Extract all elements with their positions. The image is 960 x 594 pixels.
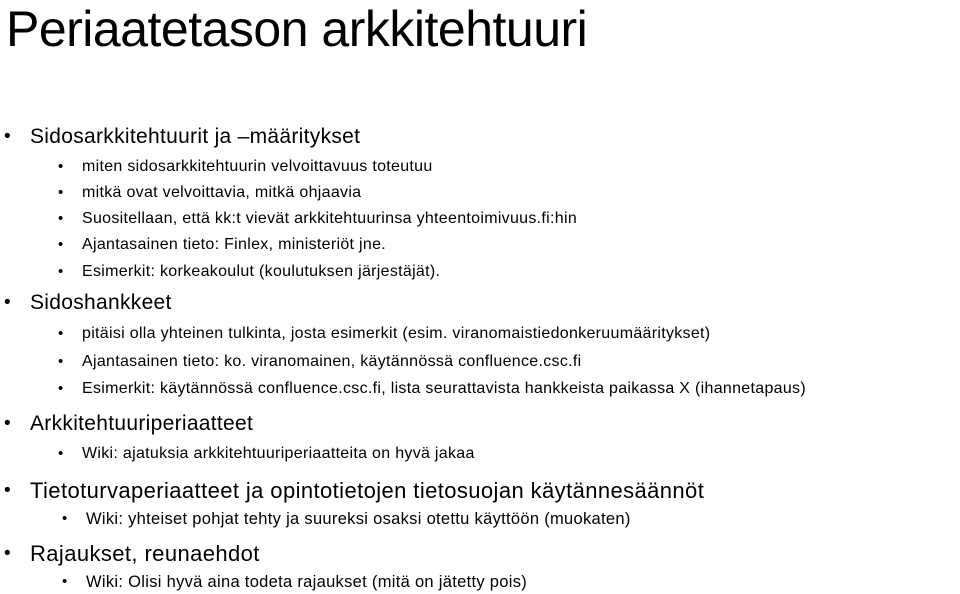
list-item [58, 234, 387, 256]
section-heading-sidosarkkitehtuurit [4, 124, 361, 150]
bullet-icon: • [58, 380, 64, 397]
bullet-icon: • [58, 210, 64, 227]
list-item [58, 208, 578, 230]
list-item [58, 443, 475, 465]
bullet-icon: • [58, 236, 64, 253]
list-item-text: Esimerkit: käytännössä confluence.csc.fi, lista seurattavista hankkeista paikassa X (ihannetapaus) [82, 380, 806, 397]
list-item-text: Wiki: ajatuksia arkkitehtuuriperiaatteita on hyvä jakaa [82, 445, 475, 462]
list-item-text: Ajantasainen tieto: Finlex, ministeriöt jne. [82, 236, 387, 253]
list-item [58, 351, 582, 373]
bullet-icon: • [58, 184, 64, 201]
section-heading-tietoturvaperiaatteet [4, 477, 705, 505]
list-item-text: miten sidosarkkitehtuurin velvoittavuus toteutuu [82, 158, 433, 175]
bullet-icon: • [58, 353, 64, 370]
section-heading-text: Tietoturvaperiaatteet ja opintotietojen tietosuojan käytännesäännöt [30, 478, 705, 503]
list-item [58, 182, 362, 204]
list-item-text: Esimerkit: korkeakoulut (koulutuksen järjestäjät). [82, 263, 441, 280]
section-heading-text: Arkkitehtuuriperiaatteet [30, 412, 254, 435]
bullet-icon: • [58, 158, 64, 175]
list-item [58, 378, 806, 400]
list-item-text: Wiki: yhteiset pohjat tehty ja suureksi osaksi otettu käyttöön (muokaten) [86, 510, 631, 528]
section-heading-text: Rajaukset, reunaehdot [30, 541, 260, 566]
bullet-icon: • [4, 543, 12, 564]
list-item-text: Ajantasainen tieto: ko. viranomainen, käytännössä confluence.csc.fi [82, 353, 582, 370]
bullet-icon: • [58, 325, 64, 342]
bullet-icon: • [4, 126, 11, 147]
list-item [62, 571, 528, 593]
list-item-text: Wiki: Olisi hyvä aina todeta rajaukset (mitä on jätetty pois) [86, 573, 528, 591]
bullet-icon: • [58, 445, 64, 462]
section-heading-sidoshankkeet [4, 290, 172, 316]
section-heading-arkkitehtuuriperiaatteet [4, 411, 254, 437]
bullet-icon: • [62, 573, 68, 590]
bullet-icon: • [4, 480, 12, 501]
list-item [58, 261, 441, 283]
list-item-text: Suositellaan, että kk:t vievät arkkitehtuurinsa yhteentoimivuus.fi:hin [82, 210, 578, 227]
list-item [58, 156, 433, 178]
section-heading-rajaukset [4, 540, 260, 568]
list-item-text: mitkä ovat velvoittavia, mitkä ohjaavia [82, 184, 362, 201]
bullet-icon: • [4, 413, 11, 434]
bullet-icon: • [58, 263, 64, 280]
bullet-icon: • [4, 292, 11, 313]
section-heading-text: Sidoshankkeet [30, 291, 172, 314]
list-item [62, 508, 631, 530]
section-heading-text: Sidosarkkitehtuurit ja –määritykset [30, 125, 361, 148]
list-item-text: pitäisi olla yhteinen tulkinta, josta esimerkit (esim. viranomaistiedonkeruumääritykset) [82, 325, 711, 342]
bullet-icon: • [62, 510, 68, 527]
slide-title: Periaatetason arkkitehtuuri [6, 1, 588, 57]
list-item [58, 323, 711, 345]
